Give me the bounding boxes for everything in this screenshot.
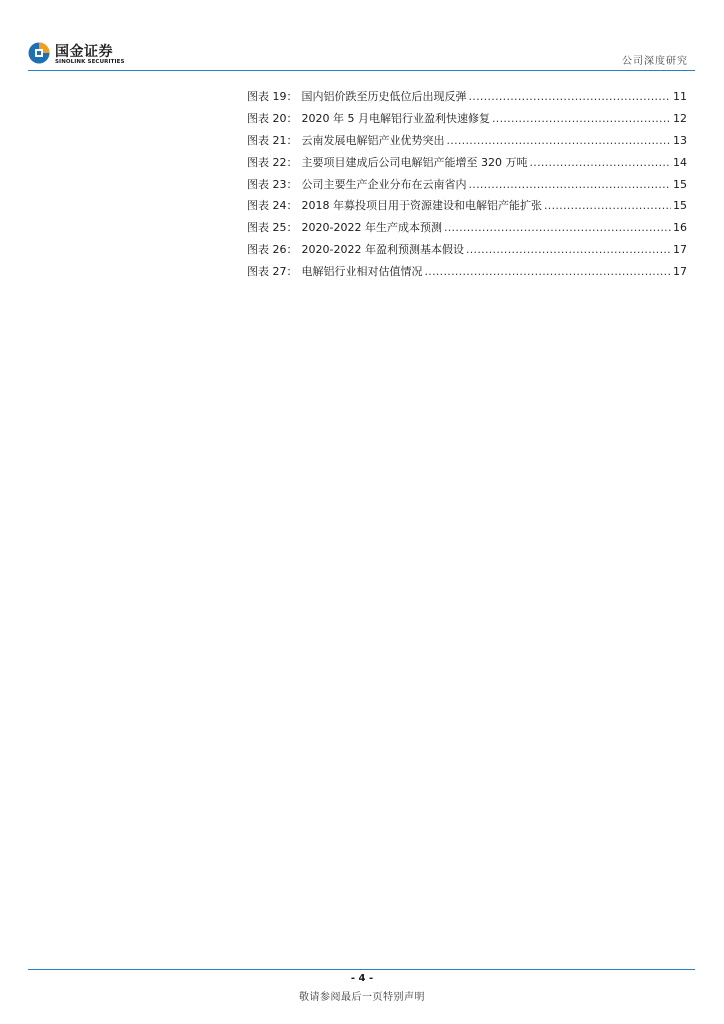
toc-entry-label: 图表 20： <box>247 111 298 125</box>
toc-entry[interactable] <box>247 176 687 198</box>
toc-entry-label: 图表 27： <box>247 265 298 279</box>
toc-entry-page: 11 <box>673 90 687 103</box>
toc-entry-label: 图表 25： <box>247 221 298 235</box>
toc-entry-title: 主要项目建成后公司电解铝产能增至 320 万吨 <box>301 155 528 169</box>
toc-entry-title: 2018 年募投项目用于资源建设和电解铝产能扩张 <box>301 199 542 213</box>
toc-entry[interactable] <box>247 88 687 110</box>
toc-leader-dots <box>447 134 672 147</box>
toc-entry-page: 17 <box>673 265 687 279</box>
toc-leader-dots <box>425 265 672 278</box>
toc-entry[interactable] <box>247 132 687 154</box>
toc-leader-dots <box>469 90 672 103</box>
toc-entry-title: 云南发展电解铝产业优势突出 <box>301 133 445 147</box>
company-logo <box>28 40 138 70</box>
report-type-label: 公司深度研究 <box>622 56 688 67</box>
toc-entry-title: 2020 年 5 月电解铝行业盈利快速修复 <box>301 111 490 125</box>
toc-entry-page: 16 <box>673 221 687 235</box>
toc-entry-page: 14 <box>673 155 687 169</box>
page-header <box>0 0 724 72</box>
toc-leader-dots <box>444 221 671 234</box>
logo-chinese-name: 国金证券 <box>55 44 113 60</box>
footer-divider <box>28 969 695 970</box>
toc-entry[interactable] <box>247 154 687 176</box>
toc-entry-title: 国内铝价跌至历史低位后出现反弹 <box>301 90 467 103</box>
toc-leader-dots <box>530 156 672 169</box>
toc-entry-label: 图表 24： <box>247 199 298 213</box>
toc-entry-label: 图表 21： <box>247 133 298 147</box>
toc-leader-dots <box>544 199 671 212</box>
toc-entry-label: 图表 23： <box>247 177 298 191</box>
logo-english-name: SINOLINK SECURITIES <box>55 59 125 65</box>
toc-entry-page: 17 <box>673 243 687 257</box>
toc-entry-title: 2020-2022 年生产成本预测 <box>301 221 442 235</box>
toc-leader-dots <box>466 243 671 256</box>
toc-entry[interactable] <box>247 197 687 219</box>
toc-entry-title: 2020-2022 年盈利预测基本假设 <box>301 243 464 257</box>
toc-entry-title: 公司主要生产企业分布在云南省内 <box>301 177 467 191</box>
toc-entry-label: 图表 22： <box>247 155 298 169</box>
toc-entry[interactable] <box>247 219 687 241</box>
figure-list <box>247 88 687 285</box>
toc-entry-page: 15 <box>673 177 687 191</box>
toc-entry-label: 图表 26： <box>247 243 298 257</box>
toc-entry-page: 12 <box>673 111 687 125</box>
toc-entry-label: 图表 19： <box>247 90 298 103</box>
toc-entry-page: 15 <box>673 199 687 213</box>
logo-mark-icon <box>28 42 50 64</box>
toc-leader-dots <box>469 178 672 191</box>
toc-entry[interactable] <box>247 263 687 285</box>
toc-entry[interactable] <box>247 110 687 132</box>
toc-entry-title: 电解铝行业相对估值情况 <box>301 265 423 279</box>
toc-entry-page: 13 <box>673 133 687 147</box>
toc-leader-dots <box>492 112 671 125</box>
page-number: - 4 - <box>350 973 374 984</box>
footer-disclaimer: 敬请参阅最后一页特别声明 <box>299 992 425 1003</box>
header-divider <box>28 70 695 71</box>
toc-entry[interactable] <box>247 241 687 263</box>
